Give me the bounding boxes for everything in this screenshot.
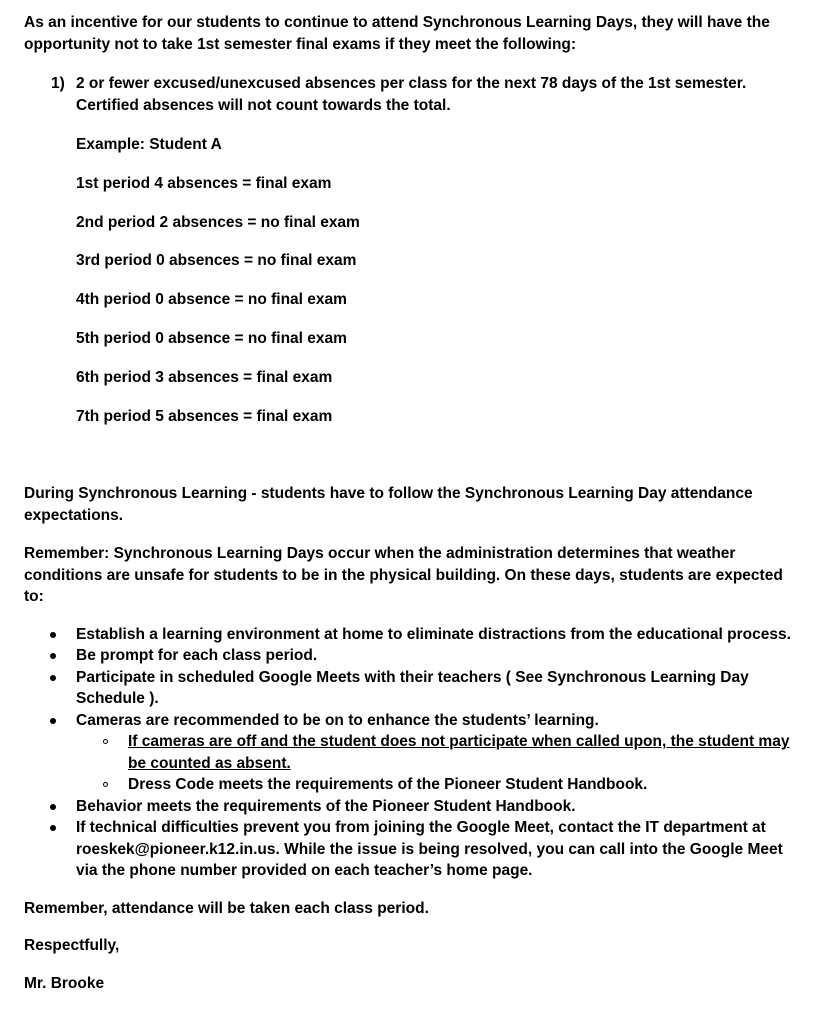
period-line: 3rd period 0 absences = no final exam: [76, 252, 357, 270]
during-paragraph: During Synchronous Learning - students have to follow the Synchronous Learning Day attendance expectations.: [24, 485, 753, 524]
bullet-icon: [50, 632, 56, 638]
bullet-icon: [50, 718, 56, 724]
bullet-icon: [50, 675, 56, 681]
remember-paragraph: Remember: Synchronous Learning Days occur when the administration determines that weather conditions are unsafe for students to be in the physical building. On these days, students are expected to:: [24, 545, 783, 606]
attendance-reminder: Remember, attendance will be taken each class period.: [24, 899, 429, 917]
period-line: 6th period 3 absences = final exam: [76, 368, 333, 386]
sub-list-item: [76, 774, 804, 796]
sub-list-item-text: If cameras are off and the student does not participate when called upon, the student may be counted as absent.: [128, 733, 790, 772]
list-item: [24, 796, 804, 818]
cameras-sublist: [76, 731, 804, 796]
period-line: 2nd period 2 absences = no final exam: [76, 213, 360, 231]
bullet-icon: [50, 653, 56, 659]
list-item: [24, 645, 804, 667]
period-line: 1st period 4 absences = final exam: [76, 174, 332, 192]
list-item-text: Establish a learning environment at home to eliminate distractions from the educational process.: [76, 625, 791, 643]
list-item-text: Be prompt for each class period.: [76, 647, 318, 665]
signature: Mr. Brooke: [24, 974, 105, 992]
signoff: Respectfully,: [24, 937, 120, 955]
expectations-list: [24, 624, 804, 882]
list-item: [24, 817, 804, 882]
criteria-text: 2 or fewer excused/unexcused absences per class for the next 78 days of the 1st semester. Certified absences will not count towards the total.: [76, 75, 747, 114]
document-page: [24, 12, 804, 994]
period-line: 7th period 5 absences = final exam: [76, 407, 333, 425]
sub-list-item: [76, 731, 804, 774]
criteria-item: [24, 73, 804, 116]
list-item-text: If technical difficulties prevent you from joining the Google Meet, contact the IT department at roeskek@pioneer.k12.in.us. While the issue is being resolved, you can call into the Google Meet via the phone number provided on each teacher’s home page.: [76, 819, 783, 880]
period-line: 5th period 0 absence = no final exam: [76, 329, 347, 347]
list-item-text: Participate in scheduled Google Meets with their teachers ( See Synchronous Learning Day Schedule ).: [76, 668, 749, 708]
example-title: Example: Student A: [76, 136, 222, 153]
list-item: [24, 624, 804, 646]
list-number: 1): [51, 75, 65, 92]
list-item-text: Behavior meets the requirements of the Pioneer Student Handbook.: [76, 797, 576, 815]
list-item-text: Cameras are recommended to be on to enhance the students’ learning.: [76, 711, 599, 729]
list-item: [24, 710, 804, 796]
circle-bullet-icon: [103, 739, 108, 744]
intro-paragraph: As an incentive for our students to continue to attend Synchronous Learning Days, they will have the opportunity not to take 1st semester final exams if they meet the following:: [24, 14, 770, 53]
bullet-icon: [50, 804, 56, 810]
period-line: 4th period 0 absence = no final exam: [76, 291, 347, 309]
example-block: [24, 134, 804, 427]
sub-list-item-text: Dress Code meets the requirements of the Pioneer Student Handbook.: [128, 776, 648, 794]
bullet-icon: [50, 825, 56, 831]
circle-bullet-icon: [103, 782, 108, 787]
list-item: [24, 667, 804, 710]
